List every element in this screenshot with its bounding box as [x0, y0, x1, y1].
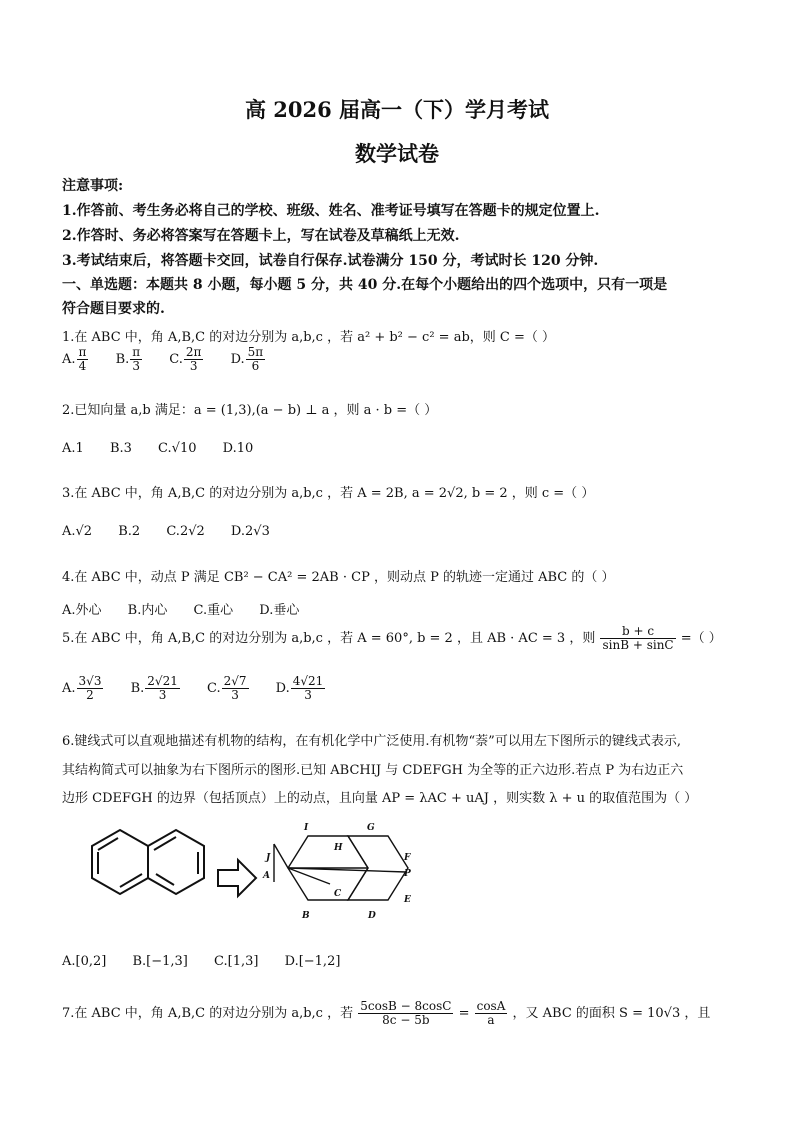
option-c: C. $\frac{2√7}{3}$ [206, 674, 247, 703]
question-6-line1: 6.键线式可以直观地描述有机物的结构，在有机化学中广泛使用.有机物“萘”可以用左下图所示的键线式表示, [62, 734, 681, 749]
figure-label-p: P [404, 869, 411, 879]
question-1-stem: 1.在 ABC 中，角 A,B,C 的对边分别为 a,b,c ，若 a² + b² − c² = ab，则 C =（ ） [62, 330, 555, 345]
option-c: C.重心 [193, 603, 234, 618]
notice-item-3: 3.考试结束后，将答题卡交回，试卷自行保存.试卷满分 150 分，考试时长 120 分钟. [62, 253, 599, 269]
option-b: B. $\frac{2√21}{3}$ [130, 674, 178, 703]
notice-heading: 注意事项: [62, 178, 124, 194]
figure-label-i: I [304, 823, 309, 833]
figure-label-h: H [334, 843, 343, 853]
notice-item-1: 1.作答前、考生务必将自己的学校、班级、姓名、准考证号填写在答题卡的规定位置上. [62, 203, 600, 219]
option-a: A. $\frac{\pi}{4}$ [62, 345, 87, 374]
figure-label-b: B [302, 911, 310, 921]
figure-label-j: J [266, 853, 271, 863]
question-7-stem: 7.在 ABC 中，角 A,B,C 的对边分别为 a,b,c ，若 $\frac{5\cos B - 8\cos C}{8c - 5b}$ = $\frac{\cos A}{a}$ ，又 ABC 的面积 S = 10√3 ，且 [62, 999, 711, 1028]
option-d: D.2√3 [230, 524, 270, 539]
option-d: D.[−1,2] [284, 954, 341, 969]
section-heading-line1: 一、单选题：本题共 8 小题，每小题 5 分，共 40 分.在每个小题给出的四个选项中，只有一项是 [62, 277, 668, 293]
exam-subtitle: 数学试卷 [355, 141, 439, 166]
question-5-stem: 5.在 ABC 中，角 A,B,C 的对边分别为 a,b,c ，若 A = 60°, b = 2 ，且 AB · AC = 3 ，则 $\frac{b + c}{\sin B + \sin C}$ =（ ） [62, 624, 722, 653]
notice-item-2: 2.作答时、务必将答案写在答题卡上，写在试卷及草稿纸上无效. [62, 228, 460, 244]
option-d: D. $\frac{4√21}{3}$ [275, 674, 324, 703]
option-a: A.1 [62, 441, 84, 456]
question-3-stem: 3.在 ABC 中，角 A,B,C 的对边分别为 a,b,c ，若 A = 2B, a = 2√2, b = 2 ，则 c =（ ） [62, 486, 595, 501]
option-a: A. $\frac{3√3}{2}$ [62, 674, 102, 703]
question-6-figure [62, 820, 442, 940]
figure-label-e: E [404, 895, 411, 905]
question-5-options [62, 675, 326, 702]
figure-label-a: A [263, 871, 270, 881]
question-6-line3: 边形 CDEFGH 的边界（包括顶点）上的动点，且向量 AP = λAC + uAJ ，则实数 λ + u 的取值范围为（ ） [62, 791, 698, 806]
option-b: B.2 [118, 524, 141, 539]
naphthalene-structure [92, 830, 204, 894]
option-a: A.[0,2] [62, 954, 107, 969]
option-b: B.3 [109, 441, 132, 456]
arrow-icon [218, 860, 256, 896]
option-c: C. $\frac{2\pi}{3}$ [169, 345, 202, 374]
option-b: B. $\frac{\pi}{3}$ [115, 345, 141, 374]
option-a: A.外心 [62, 603, 102, 618]
option-a: A.√2 [62, 524, 93, 539]
option-d: D.10 [222, 441, 254, 456]
question-2-stem: 2.已知向量 a,b 满足：a = (1,3),(a − b) ⊥ a ，则 a · b =（ ） [62, 403, 438, 418]
question-2-options [62, 441, 275, 456]
figure-label-g: G [367, 823, 375, 833]
question-6-options [62, 954, 362, 969]
section-heading-line2: 符合题目要求的. [62, 301, 165, 317]
question-3-options [62, 524, 292, 539]
question-4-options [62, 599, 321, 618]
question-4-stem: 4.在 ABC 中，动点 P 满足 CB² − CA² = 2AB · CP ，则动点 P 的轨迹一定通过 ABC 的（ ） [62, 570, 615, 585]
option-d: D. $\frac{5\pi}{6}$ [230, 345, 264, 374]
option-c: C.[1,3] [214, 954, 259, 969]
option-c: C.√10 [158, 441, 197, 456]
question-1-options [62, 346, 266, 373]
question-6-line2: 其结构简式可以抽象为右下图所示的图形.已知 ABCHIJ 与 CDEFGH 为全等的正六边形.若点 P 为右边正六 [62, 763, 684, 778]
option-d: D.垂心 [259, 603, 300, 618]
figure-label-f: F [404, 853, 411, 863]
option-c: C.2√2 [166, 524, 205, 539]
option-b: B.内心 [127, 603, 168, 618]
figure-label-d: D [368, 911, 376, 921]
figure-label-c: C [334, 889, 342, 899]
option-b: B.[−1,3] [132, 954, 188, 969]
exam-title: 高 2026 届高一（下）学月考试 [244, 97, 550, 122]
